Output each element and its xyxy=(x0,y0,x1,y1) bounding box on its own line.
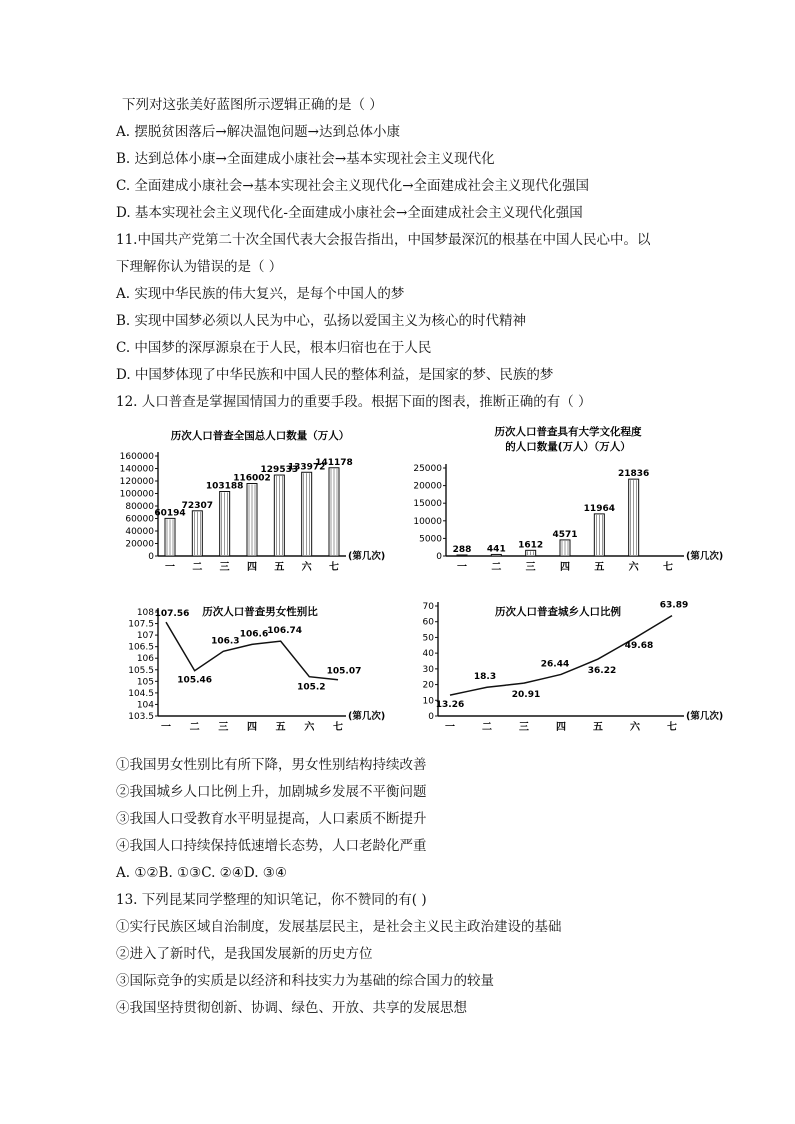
chart-plot-group xyxy=(423,601,724,733)
x-category-label: 二 xyxy=(192,562,203,573)
bar-value-label: 288 xyxy=(452,544,472,555)
y-tick-label: 30 xyxy=(422,664,434,675)
q13-statement-4: ④我国坚持贯彻创新、协调、绿色、开放、共享的发展思想 xyxy=(116,1000,467,1016)
y-tick-label: 103.5 xyxy=(128,712,154,722)
point-value-label: 36.22 xyxy=(587,666,617,677)
q12-stem: 12. 人口普查是掌握国情国力的重要手段。根据下面的图表，推断正确的有（ ） xyxy=(116,394,592,410)
bar xyxy=(457,555,467,556)
bar-value-label: 1612 xyxy=(518,540,544,551)
y-tick-label: 20000 xyxy=(413,481,442,492)
q13-statement-3: ③国际竞争的实质是以经济和科技实力为基础的综合国力的较量 xyxy=(116,973,494,989)
x-axis-label: (第几次) xyxy=(686,551,724,562)
chart-total-population-svg xyxy=(110,422,390,582)
q12-options: A. ①②B. ①③C. ②④D. ③④ xyxy=(116,865,288,881)
point-value-label: 63.89 xyxy=(659,600,689,611)
y-tick-label: 106.5 xyxy=(128,642,154,653)
y-tick-label: 0 xyxy=(148,552,154,562)
y-tick-label: 10 xyxy=(422,696,434,707)
point-value-label: 18.3 xyxy=(473,672,497,683)
q10-option-a: A. 摆脱贫困落后→解决温饱问题→达到总体小康 xyxy=(116,124,400,140)
series-line xyxy=(450,616,672,696)
y-tick-label: 107.5 xyxy=(128,619,154,630)
point-value-label: 106.3 xyxy=(211,636,240,647)
y-tick-label: 15000 xyxy=(413,499,442,510)
x-category-label: 七 xyxy=(663,562,673,573)
y-tick-label: 140000 xyxy=(119,464,154,475)
point-value-label: 13.26 xyxy=(435,700,465,711)
chart-title-line1: 历次人口普查具有大学文化程度 xyxy=(494,426,642,438)
chart-urban-ratio-svg xyxy=(398,598,724,748)
point-value-label: 106.6 xyxy=(239,629,269,640)
chart-university-population-svg xyxy=(398,422,724,582)
q12-statement-1: ①我国男女性别比有所下降，男女性别结构持续改善 xyxy=(116,757,427,773)
chart-title: 历次人口普查男女性别比 xyxy=(202,606,318,618)
bar-value-label: 141178 xyxy=(315,457,353,468)
bar-value-label: 129533 xyxy=(260,465,299,476)
y-tick-label: 60000 xyxy=(125,514,154,525)
q13-stem: 13. 下列昆某同学整理的知识笔记，你不赞同的有( ) xyxy=(116,892,427,908)
chart-title: 历次人口普查全国总人口数量（万人） xyxy=(170,430,350,442)
q10-option-b: B. 达到总体小康→全面建成小康社会→基本实现社会主义现代化 xyxy=(116,151,495,167)
point-value-label: 105.2 xyxy=(297,682,326,693)
point-value-label: 106.74 xyxy=(267,626,303,637)
x-category-label: 六 xyxy=(630,722,640,733)
y-tick-label: 0 xyxy=(436,552,442,562)
x-category-label: 一 xyxy=(161,722,171,733)
q10-option-c: C. 全面建成小康社会→基本实现社会主义现代化→全面建成社会主义现代化强国 xyxy=(116,178,590,194)
x-category-label: 五 xyxy=(593,722,603,733)
y-tick-label: 20000 xyxy=(125,539,154,550)
bar-value-label: 133972 xyxy=(287,462,326,473)
x-category-label: 六 xyxy=(301,562,312,573)
y-tick-label: 106 xyxy=(136,654,154,665)
x-category-label: 五 xyxy=(274,562,285,573)
q12-statement-3: ③我国人口受教育水平明显提高，人口素质不断提升 xyxy=(116,811,427,827)
x-category-label: 四 xyxy=(556,722,566,733)
x-category-label: 二 xyxy=(189,722,200,733)
y-tick-label: 100000 xyxy=(119,489,154,500)
bar-value-label: 441 xyxy=(486,544,506,555)
chart-sex-ratio xyxy=(110,598,390,748)
bar-value-label: 103188 xyxy=(205,481,244,492)
chart-plot-group xyxy=(413,425,723,573)
x-category-label: 三 xyxy=(219,562,230,573)
x-category-label: 四 xyxy=(247,562,257,573)
x-category-label: 七 xyxy=(329,562,339,573)
chart-title: 历次人口普查城乡人口比例 xyxy=(495,606,621,618)
q13-statement-2: ②进入了新时代，是我国发展新的历史方位 xyxy=(116,946,373,962)
x-category-label: 三 xyxy=(218,722,229,733)
y-tick-label: 107 xyxy=(136,631,154,642)
chart-total-population xyxy=(110,422,390,582)
y-tick-label: 50 xyxy=(422,633,434,644)
bar-value-label: 21836 xyxy=(618,469,650,480)
y-tick-label: 0 xyxy=(428,712,434,722)
y-tick-label: 105 xyxy=(136,677,154,688)
bar xyxy=(491,554,501,556)
point-value-label: 49.68 xyxy=(624,640,654,651)
q11-option-a: A. 实现中华民族的伟大复兴，是每个中国人的梦 xyxy=(116,286,405,302)
bar-value-label: 11964 xyxy=(583,503,615,514)
x-category-label: 七 xyxy=(667,722,677,733)
bar-value-label: 60194 xyxy=(154,508,186,519)
chart-university-population xyxy=(398,422,724,582)
x-category-label: 六 xyxy=(304,722,315,733)
x-category-label: 三 xyxy=(519,722,529,733)
y-tick-label: 104.5 xyxy=(128,688,154,699)
y-tick-label: 80000 xyxy=(125,502,154,512)
x-axis-label: (第几次) xyxy=(348,551,386,562)
x-category-label: 四 xyxy=(247,722,257,733)
y-tick-label: 108 xyxy=(136,608,154,618)
x-category-label: 一 xyxy=(165,562,175,573)
q11-option-b: B. 实现中国梦必须以人民为中心，弘扬以爱国主义为核心的时代精神 xyxy=(116,313,527,329)
y-tick-label: 160000 xyxy=(119,452,154,462)
q10-stem: 下列对这张美好蓝图所示逻辑正确的是（ ） xyxy=(122,97,383,113)
y-tick-label: 25000 xyxy=(413,464,442,474)
y-tick-label: 20 xyxy=(422,680,434,691)
y-tick-label: 104 xyxy=(136,700,154,711)
y-tick-label: 70 xyxy=(422,602,434,612)
point-value-label: 105.46 xyxy=(177,675,213,686)
y-tick-label: 5000 xyxy=(419,534,442,545)
x-category-label: 四 xyxy=(560,562,570,573)
y-tick-label: 105.5 xyxy=(128,665,154,676)
bar-value-label: 116002 xyxy=(233,473,271,484)
y-tick-label: 120000 xyxy=(119,477,154,487)
x-category-label: 五 xyxy=(594,562,605,573)
chart-sex-ratio-svg xyxy=(110,598,390,748)
point-value-label: 105.07 xyxy=(326,666,362,677)
x-axis-label: (第几次) xyxy=(348,711,386,722)
q11-option-d: D. 中国梦体现了中华民族和中国人民的整体利益，是国家的梦、民族的梦 xyxy=(116,367,554,383)
q11-option-c: C. 中国梦的深厚源泉在于人民，根本归宿也在于人民 xyxy=(116,340,432,356)
x-category-label: 七 xyxy=(333,722,343,733)
q11-stem-line1: 11.中国共产党第二十次全国代表大会报告指出，中国梦最深沉的根基在中国人民心中。以 xyxy=(116,232,651,248)
x-axis-label: (第几次) xyxy=(686,711,724,722)
q13-statement-1: ①实行民族区域自治制度，发展基层民主，是社会主义民主政治建设的基础 xyxy=(116,919,562,935)
x-category-label: 三 xyxy=(525,562,536,573)
q10-option-d: D. 基本实现社会主义现代化-全面建成小康社会→全面建成社会主义现代化强国 xyxy=(116,205,583,221)
x-category-label: 一 xyxy=(445,722,455,733)
x-category-label: 六 xyxy=(628,562,639,573)
x-category-label: 二 xyxy=(491,562,502,573)
y-tick-label: 40 xyxy=(422,649,434,660)
q11-stem-line2: 下理解你认为错误的是（ ） xyxy=(116,259,283,275)
q12-statement-2: ②我国城乡人口比例上升，加剧城乡发展不平衡问题 xyxy=(116,784,427,800)
chart-title-line2: 的人口数量(万人）（万人） xyxy=(505,441,631,453)
chart-urban-ratio xyxy=(398,598,724,748)
y-tick-label: 40000 xyxy=(125,527,154,537)
point-value-label: 26.44 xyxy=(540,659,570,670)
bar-value-label: 4571 xyxy=(552,529,578,540)
x-category-label: 五 xyxy=(275,722,286,733)
x-category-label: 二 xyxy=(482,722,492,733)
x-category-label: 一 xyxy=(457,562,467,573)
q12-statement-4: ④我国人口持续保持低速增长态势，人口老龄化严重 xyxy=(116,838,427,854)
y-tick-label: 10000 xyxy=(413,516,442,527)
bar-value-label: 72307 xyxy=(181,500,213,511)
y-tick-label: 60 xyxy=(422,617,434,628)
point-value-label: 20.91 xyxy=(511,690,541,701)
point-value-label: 107.56 xyxy=(154,609,190,620)
